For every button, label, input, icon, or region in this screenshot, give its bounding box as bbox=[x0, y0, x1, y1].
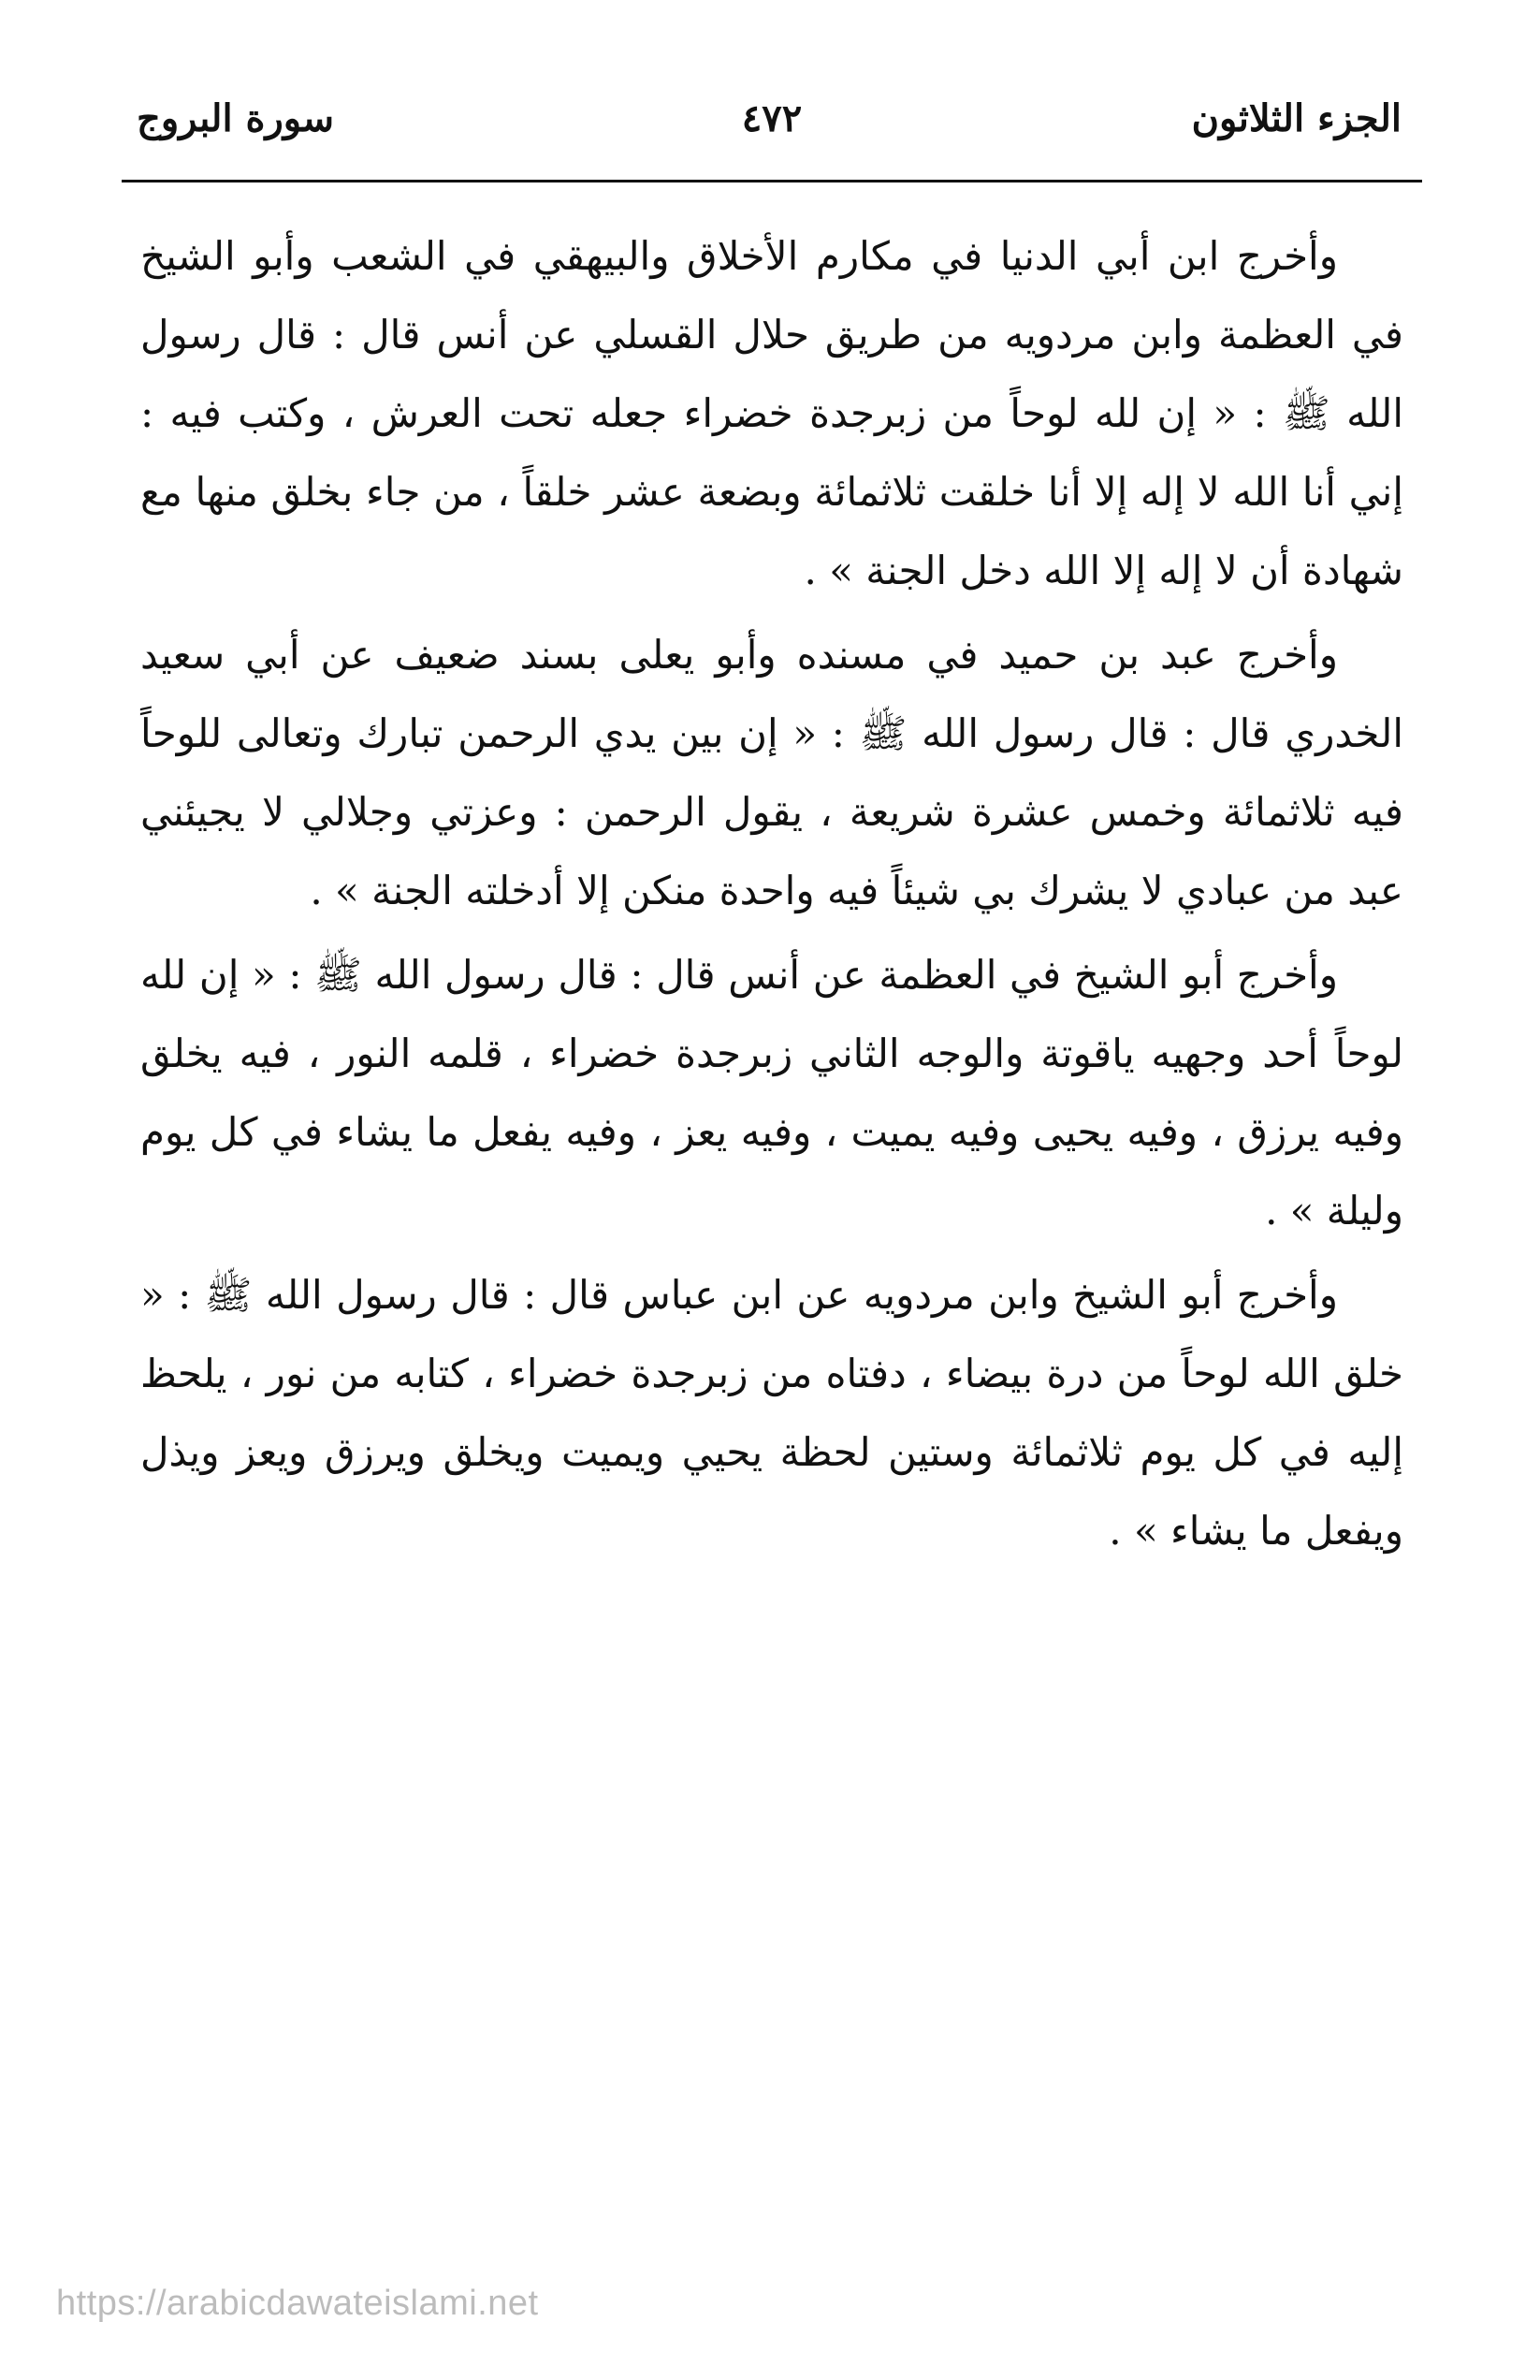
part-title: الجزء الثلاثون bbox=[1191, 96, 1402, 140]
page-body bbox=[140, 217, 1403, 1570]
surah-title: سورة البروج bbox=[137, 96, 334, 140]
paragraph-text: وأخرج ابن أبي الدنيا في مكارم الأخلاق والبيهقي في الشعب وأبو الشيخ في العظمة وابن مردويه من طريق حلال القسلي عن أنس قال : قال رسول الله ﷺ : « إن لله لوحاً من زبرجدة خضراء جعله تحت العرش ، وكتب فيه : إني أنا الله لا إله إلا أنا خلقت ثلاثمائة وبضعة عشر خلقاً ، من جاء بخلق منها مع شهادة أن لا إله إلا الله دخل الجنة » . bbox=[140, 233, 1403, 593]
page-header bbox=[122, 86, 1422, 152]
paragraph-text: وأخرج عبد بن حميد في مسنده وأبو يعلى بسند ضعيف عن أبي سعيد الخدري قال : قال رسول الله ﷺ : « إن بين يدي الرحمن تبارك وتعالى للوحاً فيه ثلاثمائة وخمس عشرة شريعة ، يقول الرحمن : وعزتي وجلالي لا يجيئني عبد من عبادي لا يشرك بي شيئاً فيه واحدة منكن إلا أدخلته الجنة » . bbox=[140, 632, 1403, 913]
paragraph-text: وأخرج أبو الشيخ وابن مردويه عن ابن عباس قال : قال رسول الله ﷺ : « خلق الله لوحاً من درة بيضاء ، دفتاه من زبرجدة خضراء ، كتابه من نور ، يلحظ إليه في كل يوم ثلاثمائة وستين لحظة يحيي ويميت ويخلق ويرزق ويعز ويذل ويفعل ما يشاء » . bbox=[140, 1272, 1403, 1554]
paragraph-text: وأخرج أبو الشيخ في العظمة عن أنس قال : قال رسول الله ﷺ : « إن لله لوحاً أحد وجهيه ياقوتة والوجه الثاني زبرجدة خضراء ، قلمه النور ، فيه يخلق وفيه يرزق ، وفيه يحيى وفيه يميت ، وفيه يعز ، وفيه يفعل ما يشاء في كل يوم وليلة » . bbox=[140, 952, 1403, 1234]
header-rule bbox=[122, 180, 1422, 183]
page-number: ٤٧٢ bbox=[741, 96, 803, 140]
paragraph bbox=[140, 936, 1403, 1250]
paragraph bbox=[140, 1256, 1403, 1570]
watermark-url: https://arabicdawateislami.net bbox=[56, 2284, 539, 2323]
paragraph bbox=[140, 217, 1403, 610]
paragraph bbox=[140, 616, 1403, 930]
